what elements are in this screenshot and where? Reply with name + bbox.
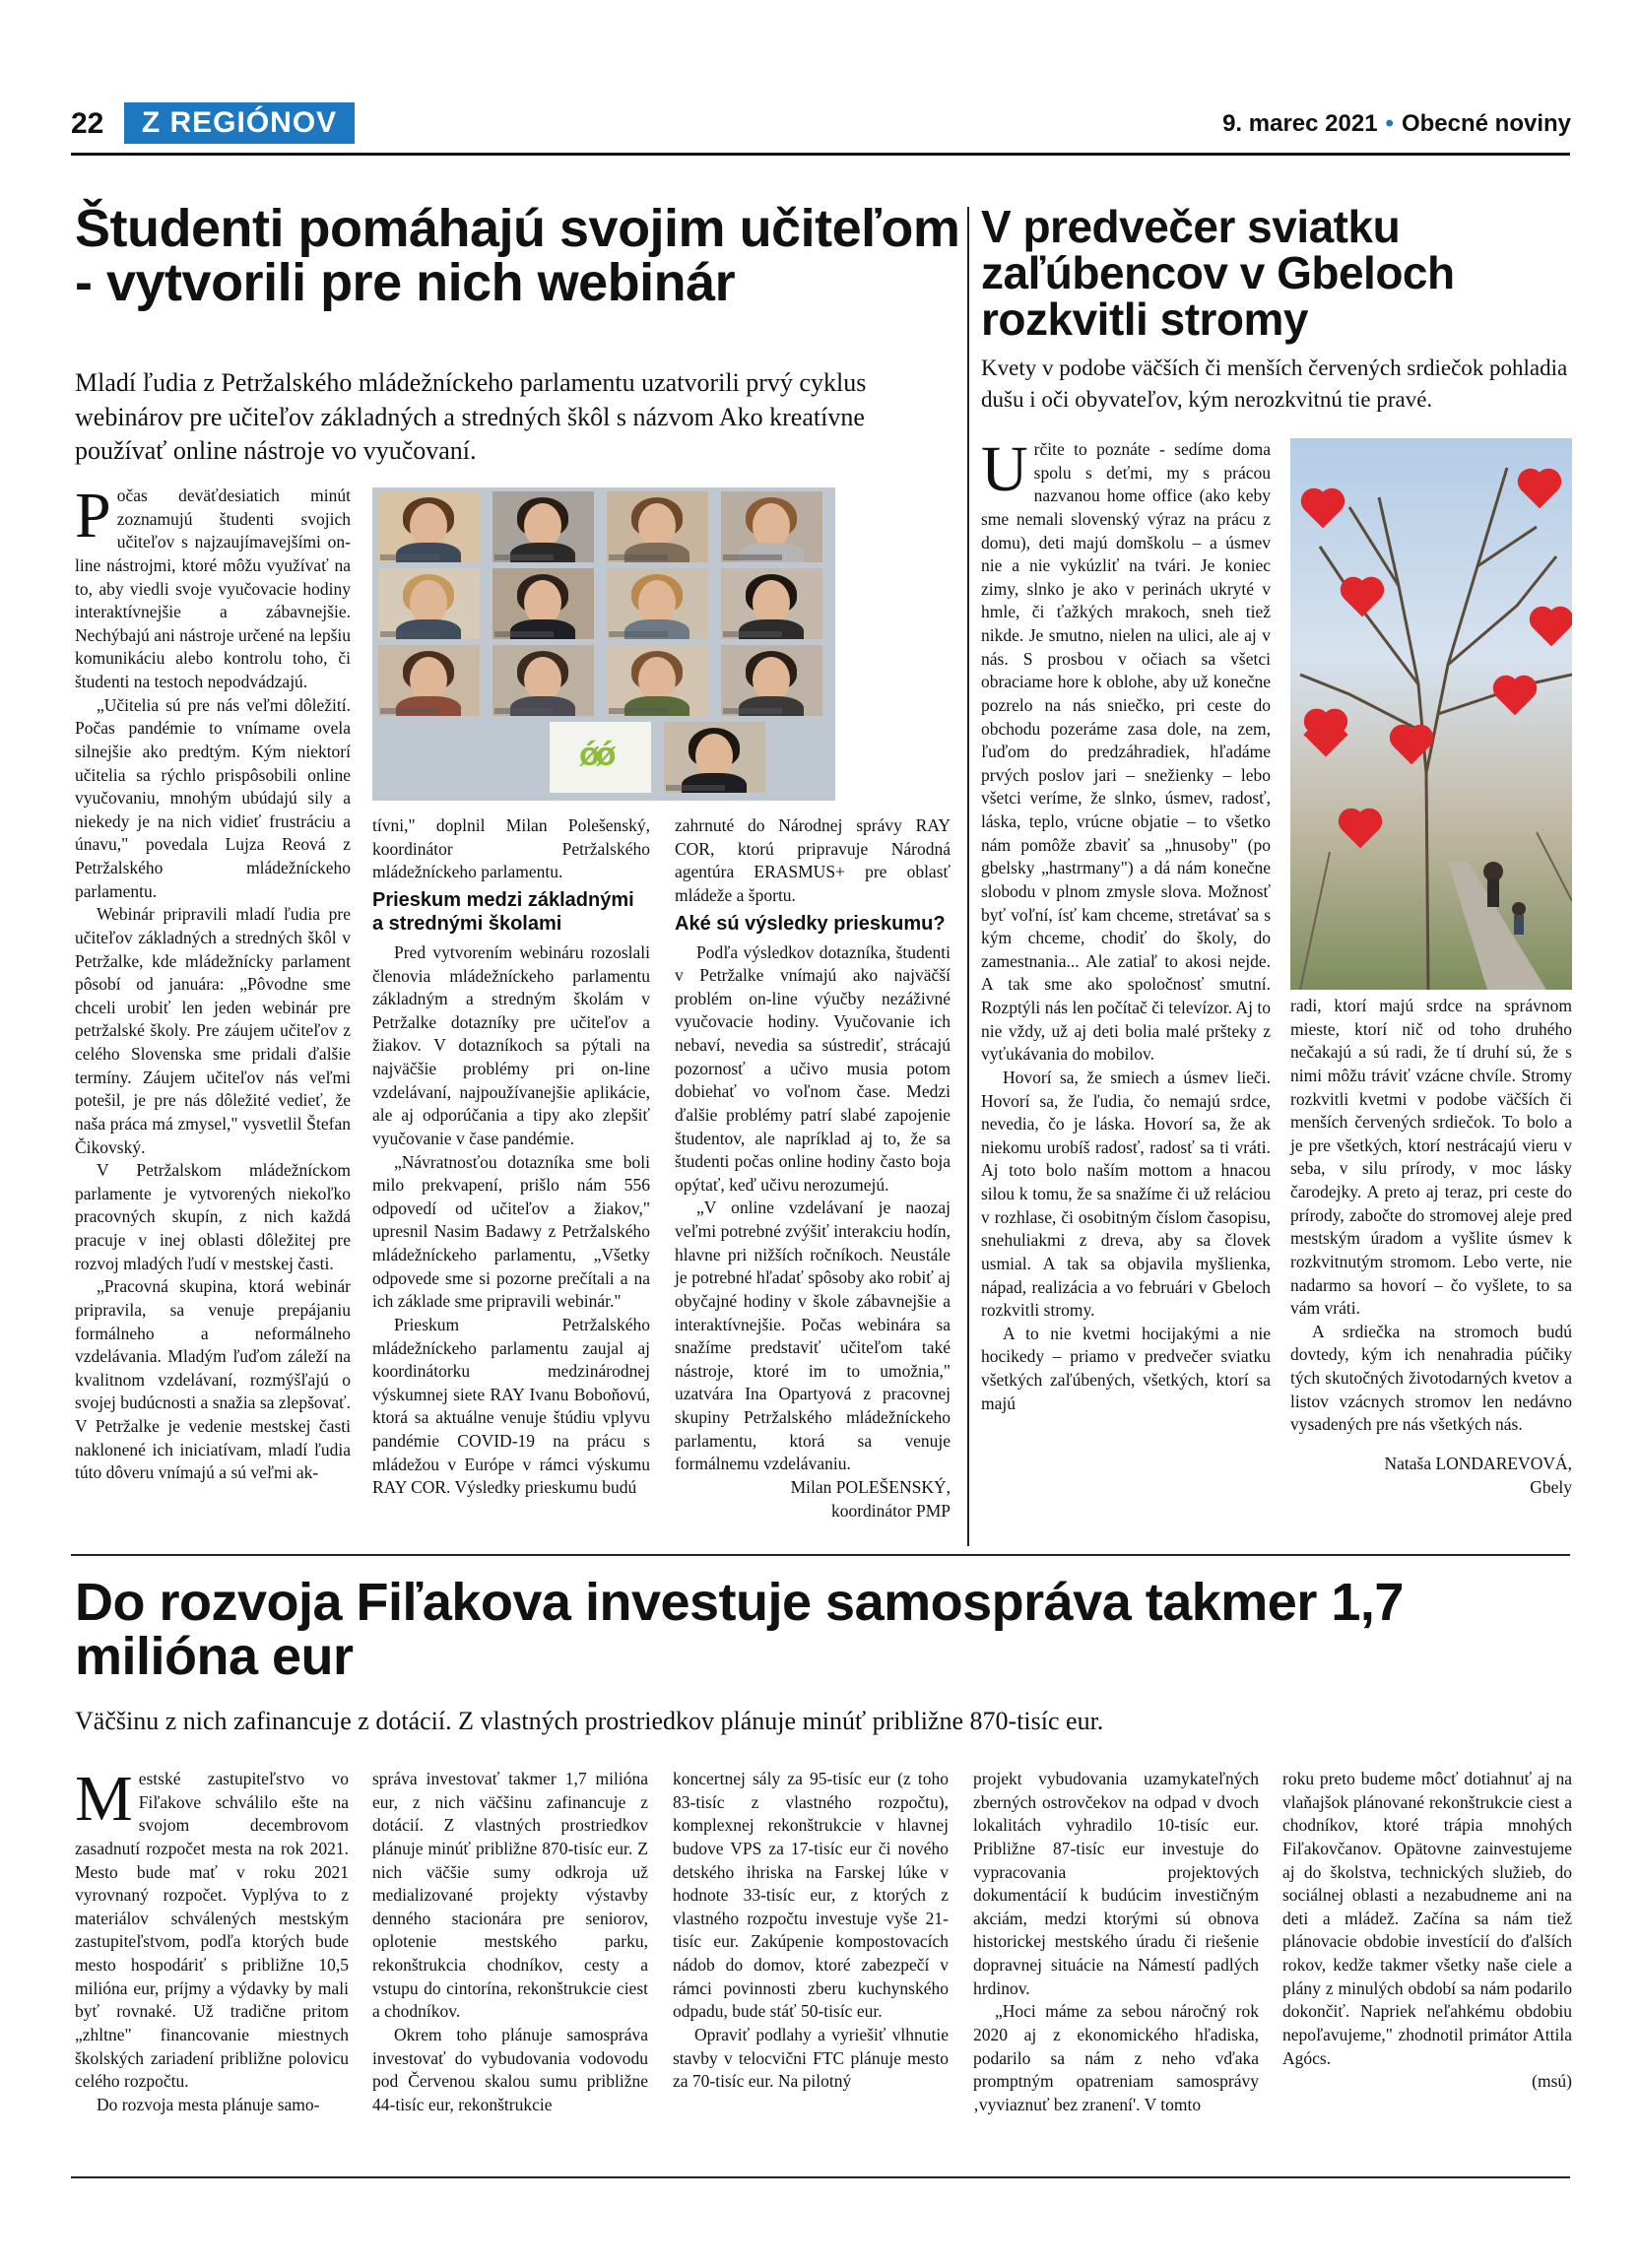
paragraph: Pred vytvorením webináru rozoslali členovia mládežníckeho parlamentu základným a stredným školám v Petržalke dotazníky pre učiteľov a žiakov. V dotazníkoch sa pýtali na najväčšie problémy pri on-line vzdelávaní, najpoužívanejšie aplikácie, ale aj odporúčania a tipy ako zlepšiť vyučovanie v čase pandémie.: [372, 941, 650, 1148]
article2-column-2: [1290, 995, 1572, 1499]
paragraph: projekt vybudovania uzamykateľných zberných ostrovčekov na odpad v dvoch lokalitách vyhradilo 10-tisíc eur. Približne 87-tisíc eur investuje do vypracovania projektových dokumentácií k budúcim investičným akciám, medzi ktorými sú obnova historickej mestského úradu či riešenie dopravnej situácie na Námestí padlých hrdinov.: [973, 1769, 1259, 1998]
subheading: Prieskum medzi základnými a strednými školami: [372, 888, 634, 935]
paragraph: zahrnuté do Národnej správy RAY COR, ktorú pripravuje Národná agentúra ERASMUS+ pre oblasť mládeže a športu.: [675, 815, 951, 905]
heart-tree-photo: [1290, 438, 1572, 990]
separator-dot: •: [1385, 110, 1394, 137]
author-name: Milan POLEŠENSKÝ,: [790, 1476, 951, 1497]
section-rule: [71, 1554, 1570, 1556]
paragraph: A srdiečka na stromoch budú dovtedy, kým ich nenahradia púčiky tých skutočných životodarných kvetov a listov vzácnych stromov len nedávno vysadených pre nás všetkých nás.: [1290, 1321, 1572, 1435]
article2-headline: V predvečer sviatku zaľúbencov v Gbeloch rozkvitli stromy: [981, 201, 1455, 345]
article1-headline: Študenti pomáhajú svojim učiteľom - vytvorili pre nich webinár: [75, 199, 960, 313]
paragraph: rčite to poznáte - sedíme doma spolu s deťmi, my s prácou nazvanou home office (ako keby sme nemali slovenský výraz na prácu z domu), deti majú domškolu – a úsmev nie a nie vykúzliť na tvári. Je koniec zimy, slnko je ako v perinách ukryté v hmle, či ťažkých mrakoch, sneh tiež nikde. Je smutno, nielen na ulici, ale aj v nás. S prosbou v očiach sa všetci obraciame hore k oblohe, aby už konečne pozrelo na nás sniečko, pri ceste do obchodu pozeráme zasa dole, na zem, ľuďom do predzáhradiek, hľadáme prvých poslov jari – snežienky – lebo všetci veríme, že slnko, úsmev, radosť, láska, teplo, vrúcne objatie – to všetko nám pomôže zbaviť sa „hnusoby" (po gbelsky „hastrmany") a dá nám konečne slobodu v plnom zmysle slova. Možnosť byť voľní, ísť kam chceme, stretávať sa s kým chceme, chodiť do školy, do zamestnania... Ale zatiaľ to akosi nejde. A tak sme ako spoločnosť smutní. Rozptýli nás len počítač či televízor. Aj to nie vždy, už aj deti bolia malé pršteky z vyťukávania do mobilov.: [981, 439, 1271, 1065]
column-divider: [967, 207, 969, 1546]
article1-column-2: [372, 814, 650, 1500]
section-tag: Z REGIÓNOV: [124, 102, 355, 144]
paragraph: „V online vzdelávaní je naozaj veľmi potrebné zvýšiť interakciu hodín, hlavne pri nižších ročníkoch. Neustále je potrebné hľadať spôsoby ako robiť aj obyčajné hodiny v škole zábavnejšie a interaktívnejšie. Počas webinára sa snažíme predstaviť učiteľom také nástroje, ktoré im to umožnia," uzatvára Ina Opartyová z pracovnej skupiny Petržalského mládežníckeho parlamentu, ktorá sa venuje formálnemu vzdelávaniu.: [675, 1198, 951, 1474]
paragraph: koncertnej sály za 95-tisíc eur (z toho 83-tisíc z vlastného rozpočtu), komplexnej rekonštrukcie v hlavnej budove VPS za 17-tisíc eur či nového detského ihriska na Farskej lúke v hodnote 33-tisíc eur, z ktorých z vlastného rozpočtu investuje vyše 21-tisíc eur. Zakúpenie kompostovacích nádob do domov, ktoré zabezpečí v rámci povinnosti zberu kuchynského odpadu, bude stáť 50-tisíc eur.: [673, 1769, 949, 2022]
article3-column-2: [372, 1768, 648, 2116]
author-role: koordinátor PMP: [830, 1500, 951, 1521]
paragraph: V Petržalskom mládežníckom parlamente je vytvorených niekoľko pracovných skupín, z nich každá pracuje v inej oblasti dôležitej pre rozvoj mladých ľudí v mestskej časti.: [75, 1160, 351, 1273]
author-location: Gbely: [1530, 1476, 1572, 1497]
pmp-logo: ǿǿ: [579, 736, 613, 773]
article3-column-1: [75, 1763, 349, 2116]
paragraph: „Učitelia sú pre nás veľmi dôležití. Počas pandémie to vnímame ovela silnejšie ako predtým. Kým niektorí učitelia sa rýchlo prispôsobili online vyučovaniu, mnohým ubúdajú sily a niekedy je na nich vidieť frustráciu a únavu," povedala Lujza Reová z Petržalského mládežníckeho parlamentu.: [75, 694, 351, 901]
webinar-collage-photo: [372, 487, 835, 801]
author-name: Nataša LONDAREVOVÁ,: [1384, 1453, 1572, 1473]
paragraph: „Návratnosťou dotazníka sme boli milo prekvapení, prišlo nám 556 odpovedí od učiteľov a žiakov," upresnil Nasim Badawy z Petržalského mládežníckeho parlamentu, „Všetky odpovede sme si pozorne prečítali a na ich základe sme pripravili webinár.": [372, 1151, 650, 1312]
article3-headline: Do rozvoja Fiľakova investuje samospráva takmer 1,7 milióna eur: [75, 1573, 1404, 1687]
header-rule: [71, 153, 1570, 156]
paragraph: správa investovať takmer 1,7 milióna eur, z nich väčšinu zafinancuje z dotácií. Z vlastných prostriedkov plánuje minúť približne 870-tisíc eur. Z nich väčšie sumy odkroja už medializované projekty výstavby denného stacionára pre seniorov, oplotenie mestského parku, rekonštrukcia chodníkov, cesty a vstupu do cintorína, rekonštrukcie ciest a chodníkov.: [372, 1769, 648, 2022]
article3-column-3: [673, 1768, 949, 2094]
paragraph: očas deväťdesiatich minút zoznamujú študenti svojich učiteľov s najzaujímavejšími on-line nástrojmi, ktoré môžu využívať na to, aby viedli svoje vyučovacie hodiny interaktívnejšie a zábavnejšie. Nechýbajú ani nástroje určené na lepšiu komunikáciu alebo kontrolu toho, či študenti na testoch nepodvádzajú.: [75, 486, 351, 691]
paragraph: „Hoci máme za sebou náročný rok 2020 aj z ekonomického hľadiska, podarilo sa nám z neho vďaka promptným opatreniam samosprávy ‚vyviaznuť bez zranení'. V tomto: [973, 2001, 1259, 2114]
article3-lead: Väčšinu z nich zafinancuje z dotácií. Z vlastných prostriedkov plánuje minúť približne 870-tisíc eur.: [75, 1707, 1104, 1735]
article2-column-1: [981, 433, 1271, 1415]
article3-column-4: [973, 1768, 1259, 2116]
publication-name: Obecné noviny: [1401, 110, 1571, 137]
paragraph: estské zastupiteľstvo vo Fiľakove schválilo ešte na svojom decembrovom zasadnutí rozpočet mesta na rok 2021. Mesto bude mať v roku 2021 vyrovnaný rozpočet. Vyplýva to z materiálov schválených mestským zastupiteľstvom, podľa ktorých bude mesto hospodáriť s približne 10,5 milióna eur, príjmy a výdavky by mali byť rovnaké. Už tradične pritom „zhltne" financovanie miestnych školských zariadení približne polovicu celého rozpočtu.: [75, 1769, 349, 2092]
paragraph: „Pracovná skupina, ktorá webinár pripravila, sa venuje prepájaniu formálneho a neformálneho vzdelávania. Mladým ľuďom záleží na kvalitnom vzdelávaní, rozmýšľajú o svojej budúcnosti a snažia sa zlepšovať. V Petržalke je vedenie mestskej časti naklonené ich iniciatívam, mladí ľudia túto dôveru vnímajú a sú veľmi ak-: [75, 1276, 351, 1483]
paragraph: Webinár pripravili mladí ľudia pre učiteľov základných a stredných škôl v Petržalke, kde mládežnícky parlament pôsobí od januára: „Pôvodne sme chceli urobiť len jeden webinár pre petržalské školy. Pre záujem učiteľov z celého Slovenska sme pridali ďalšie termíny. Záujem učiteľov nás veľmi potešil, je pre nás dôležité vedieť, že naša práca má zmysel," vysvetlil Štefan Čikovský.: [75, 904, 351, 1157]
paragraph: radi, ktorí majú srdce na správnom mieste, ktorí nič od toho druhého nečakajú a sú radi, že tí druhí sú, že s nimi môžu tráviť vzácne chvíle. Stromy rozkvitli kvetmi v podobe väčších či menších červených srdiečok. To bolo a je pre všetkých, ktorí nestrácajú vieru v seba, v silu prírody, v moc lásky čarodejky. A preto aj teraz, pri ceste do prírody, zabočte do stromovej aleje pred mestským úradom a vyšlite úsmev k rozkvitnutým stromom. Lebo verte, nie nadarmo sa hovorí – čo vyšlete, to sa vám vráti.: [1290, 996, 1572, 1319]
issue-date: 9. marec 2021: [1222, 110, 1378, 137]
footer-rule: [71, 2176, 1570, 2178]
paragraph: A to nie kvetmi hocijakými a nie hocikedy – priamo v predvečer sviatku všetkých zaľúbených, všetkých, ktorí sa majú: [981, 1323, 1271, 1413]
article3-column-5: [1282, 1768, 1572, 2094]
dropcap: M: [75, 1763, 133, 1835]
paragraph: Do rozvoja mesta plánuje samo-: [97, 2094, 320, 2114]
paragraph: roku preto budeme môcť dotiahnuť aj na vlaňajšok plánované rekonštrukcie ciest a chodníkov, ktoré trápia mnohých Fiľakovčanov. Opätovne zainvestujeme aj do školstva, technických služieb, do sociálnej oblasti a nezabudneme ani na deti a mládež. Začína sa nám tiež plánovacie obdobie investícií do ďalších rokov, kedže takmer všetky naše ciele a plány z minulých období sa nám podarilo dokončiť. Napriek neľahkému obdobiu nepoľavujeme," zhodnotil primátor Attila Agócs.: [1282, 1769, 1572, 2068]
subheading: Aké sú výsledky prieskumu?: [675, 912, 946, 935]
article1-column-1: [75, 480, 351, 1485]
article1-column-3: [675, 814, 951, 1523]
paragraph: Hovorí sa, že smiech a úsmev lieči. Hovorí sa, že ľudia, čo nemajú srdce, nevedia, čo je láska. Hovorí sa, že ak niekomu urobíš radosť, radosť sa ti vráti. Aj toto bolo naším mottom a hnacou silou k tomu, že sa snažíme či už reláciou v rozhlase, či osobitným číslom časopisu, snehuliakmi z dreva, aby sa človek usmial. A tak sa objavila myšlienka, nápad, realizácia a vo februári v Gbeloch rozkvitli stromy.: [981, 1067, 1271, 1321]
article1-lead: Mladí ľudia z Petržalského mládežníckeho parlamentu uzatvorili prvý cyklus webinárov pre učiteľov základných a stredných škôl s názvom Ako kreatívne používať online nástroje vo vyučovaní.: [75, 368, 867, 466]
paragraph: tívni," doplnil Milan Polešenský, koordinátor Petržalského mládežníckeho parlamentu.: [372, 815, 650, 882]
page-number: 22: [71, 107, 104, 140]
author-initials: (msú): [1532, 2071, 1572, 2092]
dropcap: U: [981, 433, 1028, 505]
paragraph: Prieskum Petržalského mládežníckeho parlamentu zaujal aj koordinátorku medzinárodnej výskumnej siete RAY Ivanu Boboňovú, ktorá sa aktuálne venuje štúdiu vplyvu pandémie COVID-19 na prácu s mládežou v Európe v rámci výskumu RAY COR. Výsledky prieskumu budú: [372, 1314, 650, 1498]
paragraph: Podľa výsledkov dotazníka, študenti v Petržalke vnímajú ako najväčší problém on-line výučby nezáživné vyučovacie hodiny. Vyučovanie ich nebaví, nevedia sa sústrediť, strácajú pozornosť a učivo musia potom dobiehať vo voľnom čase. Medzi ďalšie problémy patrí slabé zapojenie študentov, ale napríklad aj to, že sa študenti počas online hodiny často boja opýtať, keď učivu nerozumejú.: [675, 941, 951, 1195]
article2-lead: Kvety v podobe väčších či menších červených srdiečok pohladia dušu i oči obyvateľov, kým nerozkvitnú tie pravé.: [981, 356, 1568, 413]
header-meta: [1222, 110, 1571, 138]
paragraph: Okrem toho plánuje samospráva investovať do vybudovania vodovodu pod Červenou skalou sumu približne 44-tisíc eur, rekonštrukcie: [372, 2024, 648, 2114]
dropcap: P: [75, 480, 111, 551]
paragraph: Opraviť podlahy a vyriešiť vlhnutie stavby v telocvični FTC plánuje mesto za 70-tisíc eur. Na pilotný: [673, 2024, 949, 2092]
